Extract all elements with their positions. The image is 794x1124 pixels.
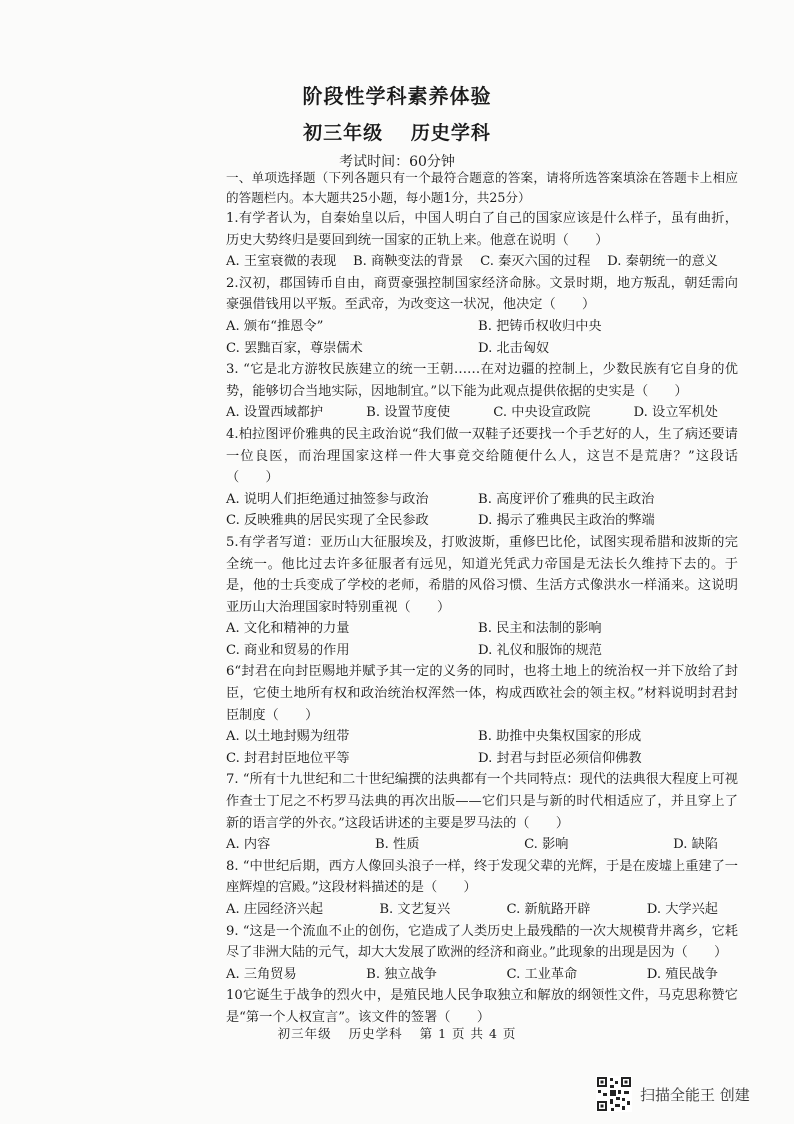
answer-option: A. 设置西域都护 <box>226 405 324 421</box>
question <box>226 273 738 359</box>
question-stem: 8. “中世纪后期，西方人像回头浪子一样，终于发现父辈的光辉，于是在废墟上重建了一座辉煌的宫殿。”这段材料描述的是（ ） <box>226 858 738 896</box>
question <box>226 208 738 273</box>
answer-option: B. 性质 <box>374 837 420 853</box>
answer-option: D. 设立军机处 <box>633 405 718 421</box>
answer-option: A. 庄园经济兴起 <box>226 902 324 917</box>
answer-options <box>226 899 738 921</box>
grade-label: 初三年级 <box>303 122 384 144</box>
question-stem: 1.有学者认为，自秦始皇以后，中国人明白了自己的国家应该是什么样子，虽有曲折，历史大势终归是要回到统一国家的正轨上来。他意在说明（ ） <box>226 211 738 248</box>
answer-option: A. 颁布“推恩令” <box>226 318 324 334</box>
question-stem: 5.有学者写道：亚历山大征服埃及，打败波斯，重修巴比伦，试图实现希腊和波斯的完全统一。他比过去许多征服者有远见，知道光凭武力帝国是无法长久维持下去的。于是，他的士兵变成了学校的老师，希腊的风俗习惯、生活方式像洪水一样涌来。这说明亚历山大治理国家时特别重视（ ） <box>226 534 738 615</box>
grade-subject-line <box>0 118 794 145</box>
question-stem: 4.柏拉图评价雅典的民主政治说“我们做一双鞋子还要找一个手艺好的人，生了病还要请一位良医，而治理国家这样一件大事竟交给随便什么人，这岂不是荒唐？”这段话（ ） <box>226 426 738 486</box>
answer-option: B. 文艺复兴 <box>379 902 451 917</box>
answer-option: C. 工业革命 <box>506 966 578 982</box>
footer-grade: 初三年级 <box>277 1026 332 1041</box>
answer-option: D. 殖民战争 <box>646 966 718 982</box>
question <box>226 532 738 662</box>
answer-option: A. 以土地封赐为纽带 <box>226 729 350 745</box>
section-heading: 一、单项选择题（下列各题只有一个最符合题意的答案，请将所选答案填涂在答题卡上相应的答题栏内。本大题共25小题，每小题1分，共25分） <box>226 170 738 205</box>
page-footer <box>0 1024 794 1042</box>
answer-option: C. 秦灭六国的过程 <box>480 254 591 270</box>
answer-option: B. 设置节度使 <box>366 405 451 421</box>
exam-time: 考试时间：60分钟 <box>339 154 455 170</box>
answer-option: A. 内容 <box>226 837 271 853</box>
answer-option: B. 助推中央集权国家的形成 <box>478 729 642 745</box>
answer-option: D. 礼仪和服饰的规范 <box>478 642 602 658</box>
answer-options <box>226 726 738 769</box>
question-stem: 9. “这是一个流血不止的创伤，它造成了人类历史上最残酷的一次大规模背井离乡，它耗尽了非洲大陆的元气，却大大发展了欧洲的经济和商业。”此现象的出现是因为（ ） <box>226 923 738 961</box>
qr-code-icon <box>596 1076 632 1112</box>
watermark-text: 扫描全能王 创建 <box>640 1085 750 1104</box>
answer-option: A. 三角贸易 <box>226 966 297 982</box>
answer-option: A. 王室衰微的表现 <box>226 254 337 270</box>
answer-option: D. 北击匈奴 <box>478 340 550 356</box>
answer-options <box>226 251 738 273</box>
answer-option: D. 秦朝统一的意义 <box>607 254 718 270</box>
question <box>226 769 738 855</box>
answer-option: C. 影响 <box>524 837 569 853</box>
scanner-watermark <box>596 1073 786 1115</box>
answer-options <box>226 618 738 661</box>
answer-options <box>226 964 738 986</box>
question <box>226 661 738 769</box>
question <box>226 856 738 921</box>
question <box>226 359 738 424</box>
question <box>226 921 738 986</box>
answer-option: D. 缺陷 <box>673 837 718 853</box>
answer-option: D. 揭示了雅典民主政治的弊端 <box>478 513 655 529</box>
answer-option: D. 封君与封臣必须信仰佛教 <box>478 750 642 766</box>
question-stem: 10它诞生于战争的烈火中，是殖民地人民争取独立和解放的纲领性文件，马克思称赞它是“第一个人权宣言”。该文件的签署（ ） <box>226 988 738 1025</box>
answer-options <box>226 402 738 424</box>
answer-options <box>226 316 738 359</box>
answer-option: B. 把铸币权收归中央 <box>478 318 602 334</box>
question-area <box>226 168 738 1029</box>
answer-option: C. 中央设宣政院 <box>493 405 591 421</box>
answer-option: B. 独立战争 <box>366 966 437 982</box>
answer-option: C. 罢黜百家，尊崇儒术 <box>226 340 363 356</box>
answer-option: C. 新航路开辟 <box>506 902 591 917</box>
answer-option: C. 商业和贸易的作用 <box>226 642 350 658</box>
footer-subject: 历史学科 <box>348 1026 403 1041</box>
exam-title: 阶段性学科素养体验 <box>302 84 492 108</box>
answer-option: B. 高度评价了雅典的民主政治 <box>478 491 655 507</box>
footer-page-number: 第 1 页 共 4 页 <box>419 1026 517 1041</box>
answer-options <box>226 489 738 532</box>
answer-option: C. 反映雅典的居民实现了全民参政 <box>226 513 429 529</box>
question-stem: 6“封君在向封臣赐地并赋予其一定的义务的同时，也将土地上的统治权一并下放给了封臣，它使土地所有权和政治统治权浑然一体，构成西欧社会的领主权。”材料说明封君封臣制度（ ） <box>226 664 738 723</box>
answer-option: A. 说明人们拒绝通过抽签参与政治 <box>226 491 429 507</box>
question-stem: 7. “所有十九世纪和二十世纪编撰的法典都有一个共同特点：现代的法典很大程度上可视作查士丁尼之不朽罗马法典的再次出版——它们只是与新的时代相适应了，并且穿上了新的语言学的外衣。”这段话讲述的主要是罗马法的（ ） <box>226 772 738 831</box>
question <box>226 985 738 1028</box>
answer-option: A. 文化和精神的力量 <box>226 621 350 637</box>
answer-options <box>226 834 738 856</box>
answer-option: D. 大学兴起 <box>646 902 718 917</box>
subject-label: 历史学科 <box>410 122 491 144</box>
answer-option: C. 封君封臣地位平等 <box>226 750 350 766</box>
question <box>226 424 738 532</box>
question-stem: 2.汉初，郡国铸币自由，商贾豪强控制国家经济命脉。文景时期，地方叛乱，朝廷需向豪强借钱用以平叛。至武帝，为改变这一状况，他决定（ ） <box>226 275 738 313</box>
answer-option: B. 民主和法制的影响 <box>478 621 602 637</box>
question-stem: 3. “它是北方游牧民族建立的统一王朝……在对边疆的控制上，少数民族有它自身的优势，能够切合当地实际，因地制宜。”以下能为此观点提供依据的史实是（ ） <box>226 362 738 399</box>
answer-option: B. 商鞅变法的背景 <box>352 254 464 270</box>
question-list <box>226 208 738 1029</box>
